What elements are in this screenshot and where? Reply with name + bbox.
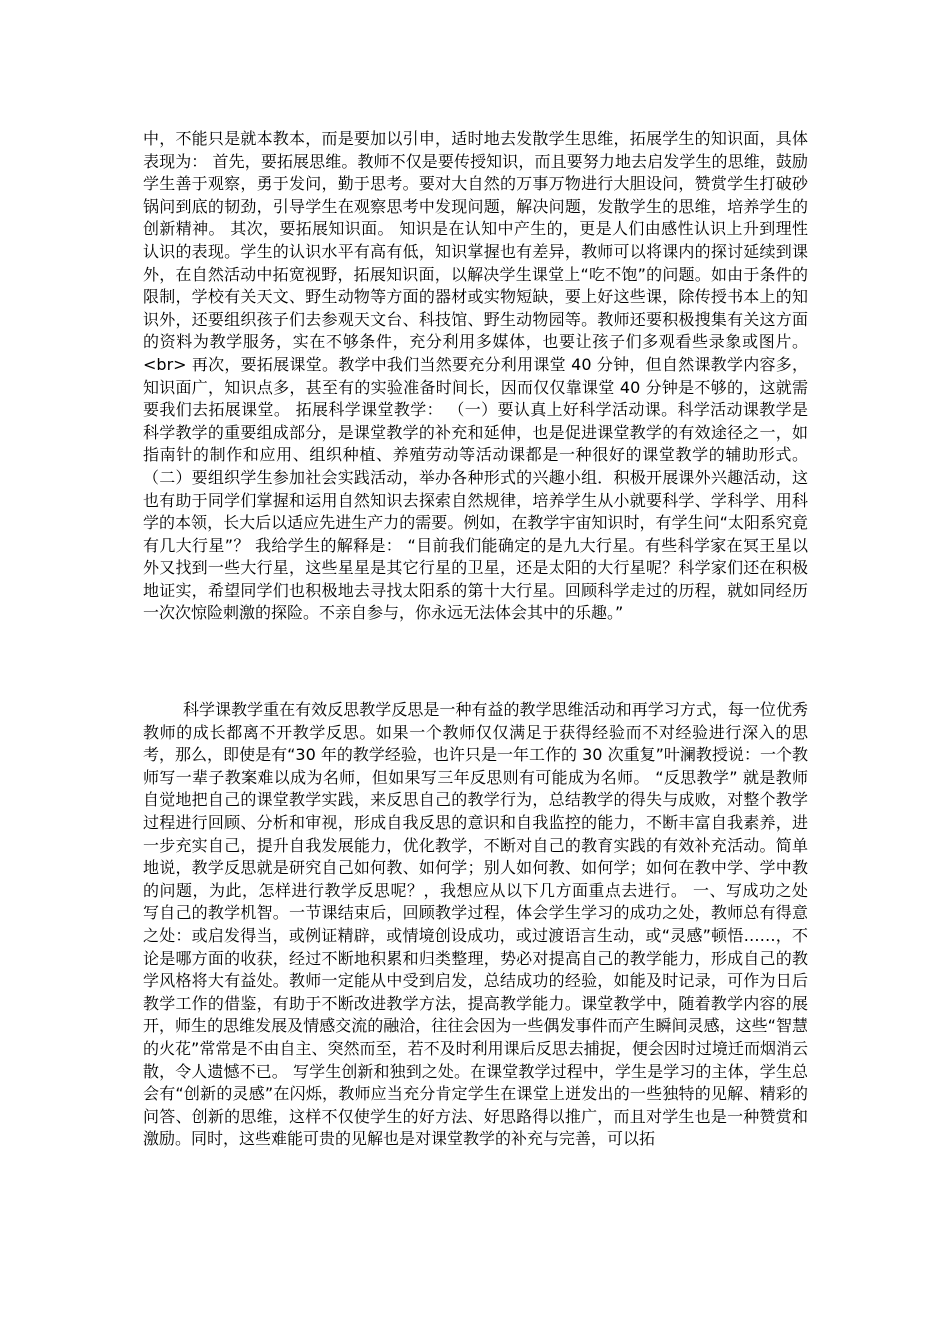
body-paragraph-1: 中，不能只是就本教本，而是要加以引申，适时地去发散学生思维，拓展学生的知识面，具体表现为： 首先，要拓展思维。教师不仅是要传授知识，而且要努力地去启发学生的思维，鼓励学生善于观察，勇于发问，勤于思考。要对大自然的万事万物进行大胆设问，赞赏学生打破砂锅问到底的韧劲，引导学生在观察思考中发现问题，解决问题，发散学生的思维，培养学生的创新精神。 其次，要拓展知识面。 知识是在认知中产生的，更是人们由感性认识上升到理性认识的表现。学生的认识水平有高有低，知识掌握也有差异，教师可以将课内的探讨延续到课外，在自然活动中拓宽视野，拓展知识面，以解决学生课堂上“吃不饱”的问题。如由于条件的限制，学校有关天文、野生动物等方面的器材或实物短缺，要上好这些课，除传授书本上的知识外，还要组织孩子们去参观天文台、科技馆、野生动物园等。教师还要积极搜集有关这方面的资料为教学服务，实在不够条件，充分利用多媒体，也要让孩子们多观看些录象或图片。<br> 再次，要拓展课堂。教学中我们当然要充分利用课堂 40 分钟，但自然课教学内容多，知识面广，知识点多，甚至有的实验准备时间长，因而仅仅靠课堂 40 分钟是不够的，这就需要我们去拓展课堂。 拓展科学课堂教学： （一）要认真上好科学活动课。科学活动课教学是科学教学的重要组成部分，是课堂教学的补充和延伸，也是促进课堂教学的有效途径之一，如指南针的制作和应用、组织种植、养殖劳动等活动课都是一种很好的课堂教学的辅助形式。 （二）要组织学生参加社会实践活动，举办各种形式的兴趣小组．积极开展课外兴趣活动，这也有助于同学们掌握和运用自然知识去探索自然规律，培养学生从小就要科学、学科学、用科学的本领，长大后以适应先进生产力的需要。例如，在教学宇宙知识时，有学生问“太阳系究竟有几大行星”？ 我给学生的解释是： “目前我们能确定的是九大行星。有些科学家在冥王星以外又找到一些大行星，这些星星是其它行星的卫星，还是太阳的大行星呢？科学家们还在积极地证实，希望同学们也积极地去寻找太阳系的第十大行星。回顾科学走过的历程，就如同经历一次次惊险刺激的探险。不亲自参与，你永远无法体会其中的乐趣。” [143, 129, 808, 623]
body-paragraph-2: 科学课教学重在有效反思教学反思是一种有益的教学思维活动和再学习方式，每一位优秀教师的成长都离不开教学反思。如果一个教师仅仅满足于获得经验而不对经验进行深入的思考，那么，即使是有“30 年的教学经验，也许只是一年工作的 30 次重复”叶澜教授说：一个教师写一辈子教案难以成为名师，但如果写三年反思则有可能成为名师。 “反思教学” 就是教师自觉地把自己的课堂教学实践，来反思自己的教学行为，总结教学的得失与成败，对整个教学过程进行回顾、分析和审视，形成自我反思的意识和自我监控的能力，不断丰富自我素养，进一步充实自己，提升自我发展能力，优化教学，不断对自己的教育实践的有效补充活动。简单地说，教学反思就是研究自己如何教、如何学；别人如何教、如何学；如何在教中学、学中教的问题，为此，怎样进行教学反思呢？，我想应从以下几方面重点去进行。 一、写成功之处 写自己的教学机智。一节课结束后，回顾教学过程，体会学生学习的成功之处，教师总有得意之处：或启发得当，或例证精辟，或情境创设成功，或过渡语言生动，或“灵感”顿悟……，不论是哪方面的收获，经过不断地积累和归类整理，势必对提高自己的教学能力，形成自己的教学风格将大有益处。教师一定能从中受到启发，总结成功的经验，如能及时记录，可作为日后教学工作的借鉴，有助于不断改进教学方法，提高教学能力。课堂教学中，随着教学内容的展开，师生的思维发展及情感交流的融洽，往往会因为一些偶发事件而产生瞬间灵感，这些“智慧的火花”常常是不由自主、突然而至，若不及时利用课后反思去捕捉，便会因时过境迁而烟消云散，令人遗憾不已。 写学生创新和独到之处。在课堂教学过程中，学生是学习的主体，学生总会有“创新的灵感”在闪烁，教师应当充分肯定学生在课堂上迸发出的一些独特的见解、精彩的问答、创新的思维，这样不仅使学生的好方法、好思路得以推广，而且对学生也是一种赞赏和激励。同时，这些难能可贵的见解也是对课堂教学的补充与完善，可以拓 [143, 700, 808, 1149]
